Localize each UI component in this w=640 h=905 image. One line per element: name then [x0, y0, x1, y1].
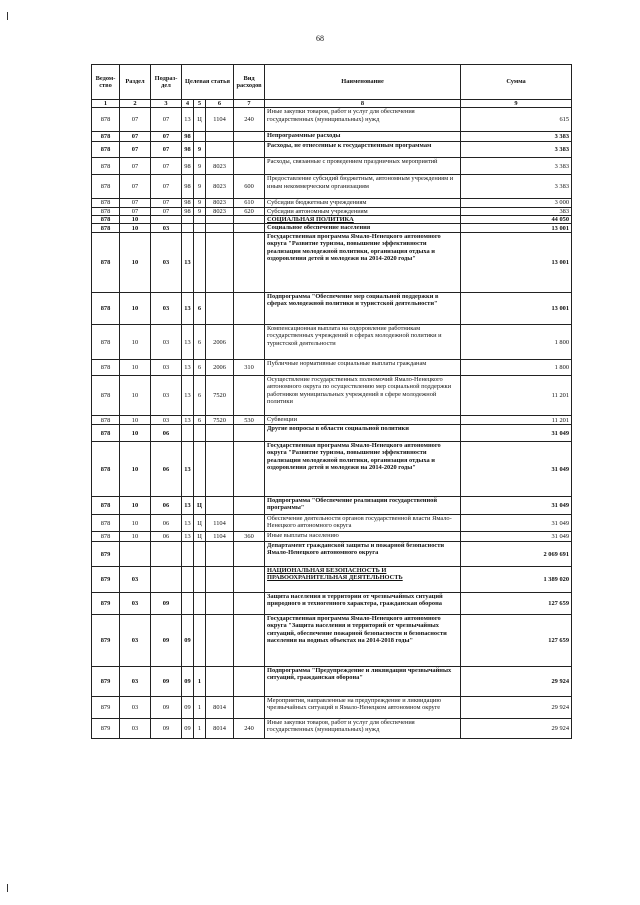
expense-type-cell — [234, 158, 265, 175]
target-code-cell: 7520 — [206, 416, 234, 425]
target-subprogram-cell: 9 — [194, 199, 206, 207]
target-subprogram-cell: 9 — [194, 142, 206, 158]
name-cell: Расходы, связанные с проведением праздничных мероприятий — [265, 158, 461, 175]
header-name: Наименование — [265, 65, 461, 100]
sum-cell: 3 383 — [461, 142, 572, 158]
target-program-cell: 13 — [182, 442, 194, 497]
vedomstvo-cell: 878 — [92, 425, 120, 442]
expense-type-cell — [234, 376, 265, 416]
column-number: 7 — [234, 100, 265, 108]
razdel-cell: 03 — [120, 593, 151, 615]
target-program-cell: 13 — [182, 108, 194, 132]
target-subprogram-cell — [194, 132, 206, 142]
name-cell: Департамент гражданской защиты и пожарной безопасности Ямало-Ненецкого автономного округа — [265, 542, 461, 567]
name-cell: Обеспечение деятельности органов государственной власти Ямало-Ненецкого автономного округа — [265, 515, 461, 532]
expense-type-cell — [234, 233, 265, 293]
sum-cell: 3 383 — [461, 158, 572, 175]
target-code-cell — [206, 667, 234, 697]
target-subprogram-cell: Ц — [194, 497, 206, 515]
expense-type-cell — [234, 325, 265, 360]
podrazdel-cell: 03 — [151, 293, 182, 325]
target-program-cell: 98 — [182, 175, 194, 199]
vedomstvo-cell: 879 — [92, 615, 120, 667]
target-subprogram-cell: 1 — [194, 667, 206, 697]
name-cell: Подпрограмма "Предупреждение и ликвидация чрезвычайных ситуаций, гражданская оборона" — [265, 667, 461, 697]
name-cell: Мероприятия, направленные на предупреждение и ликвидацию чрезвычайных ситуаций в Ямало-Ненецком автономном округе — [265, 697, 461, 719]
target-program-cell: 13 — [182, 360, 194, 376]
razdel-cell: 10 — [120, 442, 151, 497]
header-target: Целевая статья — [182, 65, 234, 100]
table-row — [92, 142, 572, 158]
target-program-cell: 13 — [182, 515, 194, 532]
sum-cell: 31 049 — [461, 425, 572, 442]
podrazdel-cell: 07 — [151, 158, 182, 175]
podrazdel-cell: 03 — [151, 224, 182, 233]
sum-cell: 11 201 — [461, 376, 572, 416]
expense-type-cell: 240 — [234, 719, 265, 739]
expense-type-cell — [234, 293, 265, 325]
sum-cell: 13 001 — [461, 233, 572, 293]
sum-cell: 1 800 — [461, 360, 572, 376]
vedomstvo-cell: 878 — [92, 175, 120, 199]
razdel-cell — [120, 542, 151, 567]
name-cell: Иные закупки товаров, работ и услуг для обеспечения государственных (муниципальных) нужд — [265, 719, 461, 739]
target-code-cell: 8023 — [206, 158, 234, 175]
expense-type-cell: 610 — [234, 199, 265, 207]
sum-cell: 127 659 — [461, 593, 572, 615]
name-cell: Субвенции — [265, 416, 461, 425]
name-cell: Социальное обеспечение населения — [265, 224, 461, 233]
name-cell: Защита населения и территории от чрезвычайных ситуаций природного и техногенного характера, гражданская оборона — [265, 593, 461, 615]
target-code-cell — [206, 293, 234, 325]
razdel-cell: 07 — [120, 142, 151, 158]
vedomstvo-cell: 878 — [92, 142, 120, 158]
sum-cell: 3 383 — [461, 175, 572, 199]
target-subprogram-cell — [194, 615, 206, 667]
table-row — [92, 542, 572, 567]
target-program-cell: 13 — [182, 293, 194, 325]
target-subprogram-cell: Ц — [194, 532, 206, 542]
page-number: 68 — [316, 34, 324, 43]
scan-margin-mark — [7, 12, 8, 20]
sum-cell: 11 201 — [461, 416, 572, 425]
column-number: 5 — [194, 100, 206, 108]
name-cell: Компенсационная выплата на оздоровление работникам государственных учреждений в сферах молодежной политики и туристской деятельности — [265, 325, 461, 360]
table-row — [92, 719, 572, 739]
name-cell: Государственная программа Ямало-Ненецкого автономного округа "Развитие туризма, повышение эффективности реализации молодежной политики, организация отдыха и оздоровления детей и молодежи на 2014-2020 годы" — [265, 442, 461, 497]
podrazdel-cell: 09 — [151, 615, 182, 667]
column-number: 2 — [120, 100, 151, 108]
razdel-cell: 07 — [120, 175, 151, 199]
table-row — [92, 132, 572, 142]
target-code-cell — [206, 425, 234, 442]
target-subprogram-cell — [194, 215, 206, 223]
name-cell: Расходы, не отнесенные к государственным программам — [265, 142, 461, 158]
podrazdel-cell: 07 — [151, 207, 182, 215]
vedomstvo-cell: 878 — [92, 325, 120, 360]
expense-type-cell — [234, 567, 265, 593]
target-subprogram-cell — [194, 593, 206, 615]
target-subprogram-cell: 1 — [194, 719, 206, 739]
podrazdel-cell — [151, 542, 182, 567]
column-number-row — [92, 100, 572, 108]
expense-type-cell: 620 — [234, 207, 265, 215]
expense-type-cell — [234, 697, 265, 719]
podrazdel-cell: 09 — [151, 667, 182, 697]
target-code-cell: 1104 — [206, 515, 234, 532]
target-code-cell — [206, 233, 234, 293]
vedomstvo-cell: 879 — [92, 667, 120, 697]
column-number: 6 — [206, 100, 234, 108]
target-subprogram-cell — [194, 224, 206, 233]
name-cell: Иные выплаты населению — [265, 532, 461, 542]
target-code-cell: 8023 — [206, 199, 234, 207]
budget-table — [91, 64, 572, 739]
target-program-cell: 09 — [182, 697, 194, 719]
name-cell: Публичные нормативные социальные выплаты гражданам — [265, 360, 461, 376]
column-number: 3 — [151, 100, 182, 108]
name-cell: СОЦИАЛЬНАЯ ПОЛИТИКА — [265, 215, 461, 223]
table-row — [92, 293, 572, 325]
expense-type-cell — [234, 132, 265, 142]
sum-cell: 29 924 — [461, 719, 572, 739]
target-subprogram-cell: 9 — [194, 175, 206, 199]
table-row — [92, 158, 572, 175]
razdel-cell: 03 — [120, 697, 151, 719]
table-row — [92, 224, 572, 233]
razdel-cell: 10 — [120, 497, 151, 515]
name-cell: Субсидии автономным учреждениям — [265, 207, 461, 215]
sum-cell: 615 — [461, 108, 572, 132]
header-vedomstvo: Ведом- ство — [92, 65, 120, 100]
table-body — [92, 108, 572, 739]
name-cell: НАЦИОНАЛЬНАЯ БЕЗОПАСНОСТЬ И ПРАВООХРАНИТЕЛЬНАЯ ДЕЯТЕЛЬНОСТЬ — [265, 567, 461, 593]
target-code-cell: 1104 — [206, 532, 234, 542]
name-cell: Непрограммные расходы — [265, 132, 461, 142]
podrazdel-cell: 03 — [151, 360, 182, 376]
razdel-cell: 10 — [120, 293, 151, 325]
target-code-cell: 2006 — [206, 360, 234, 376]
sum-cell: 13 001 — [461, 224, 572, 233]
razdel-cell: 10 — [120, 425, 151, 442]
sum-cell: 127 659 — [461, 615, 572, 667]
header-expense-type: Вид расходов — [234, 65, 265, 100]
target-program-cell: 13 — [182, 325, 194, 360]
target-program-cell: 98 — [182, 142, 194, 158]
target-subprogram-cell — [194, 233, 206, 293]
expense-type-cell — [234, 215, 265, 223]
vedomstvo-cell: 878 — [92, 360, 120, 376]
podrazdel-cell: 07 — [151, 132, 182, 142]
razdel-cell: 10 — [120, 325, 151, 360]
vedomstvo-cell: 879 — [92, 593, 120, 615]
target-code-cell — [206, 442, 234, 497]
razdel-cell: 10 — [120, 416, 151, 425]
expense-type-cell — [234, 425, 265, 442]
vedomstvo-cell: 878 — [92, 293, 120, 325]
vedomstvo-cell: 878 — [92, 224, 120, 233]
target-code-cell: 8014 — [206, 719, 234, 739]
table-row — [92, 325, 572, 360]
vedomstvo-cell: 878 — [92, 207, 120, 215]
target-program-cell: 13 — [182, 233, 194, 293]
target-program-cell — [182, 215, 194, 223]
vedomstvo-cell: 878 — [92, 199, 120, 207]
target-code-cell: 1104 — [206, 108, 234, 132]
name-cell: Другие вопросы в области социальной политики — [265, 425, 461, 442]
podrazdel-cell: 03 — [151, 233, 182, 293]
target-subprogram-cell: 1 — [194, 697, 206, 719]
column-number: 8 — [265, 100, 461, 108]
vedomstvo-cell: 878 — [92, 497, 120, 515]
vedomstvo-cell: 878 — [92, 233, 120, 293]
target-program-cell — [182, 593, 194, 615]
target-program-cell: 09 — [182, 719, 194, 739]
target-program-cell — [182, 224, 194, 233]
expense-type-cell — [234, 224, 265, 233]
podrazdel-cell: 09 — [151, 719, 182, 739]
table-row — [92, 532, 572, 542]
target-program-cell: 13 — [182, 376, 194, 416]
podrazdel-cell: 03 — [151, 325, 182, 360]
target-code-cell: 8014 — [206, 697, 234, 719]
target-program-cell — [182, 567, 194, 593]
target-program-cell: 13 — [182, 532, 194, 542]
razdel-cell: 10 — [120, 360, 151, 376]
target-program-cell: 98 — [182, 207, 194, 215]
razdel-cell: 07 — [120, 158, 151, 175]
expense-type-cell — [234, 542, 265, 567]
podrazdel-cell: 03 — [151, 416, 182, 425]
expense-type-cell: 360 — [234, 532, 265, 542]
name-cell: Субсидии бюджетным учреждениям — [265, 199, 461, 207]
target-subprogram-cell: 9 — [194, 158, 206, 175]
target-subprogram-cell: 6 — [194, 376, 206, 416]
target-code-cell: 8023 — [206, 175, 234, 199]
header-sum: Сумма — [461, 65, 572, 100]
target-program-cell — [182, 425, 194, 442]
sum-cell: 1 389 020 — [461, 567, 572, 593]
target-code-cell — [206, 132, 234, 142]
target-subprogram-cell — [194, 442, 206, 497]
table-row — [92, 199, 572, 207]
table-row — [92, 497, 572, 515]
razdel-cell: 10 — [120, 233, 151, 293]
razdel-cell: 03 — [120, 567, 151, 593]
podrazdel-cell: 03 — [151, 376, 182, 416]
table-row — [92, 108, 572, 132]
podrazdel-cell: 06 — [151, 532, 182, 542]
target-code-cell: 2006 — [206, 325, 234, 360]
vedomstvo-cell: 878 — [92, 132, 120, 142]
sum-cell: 29 924 — [461, 697, 572, 719]
target-subprogram-cell — [194, 567, 206, 593]
name-cell: Подпрограмма "Обеспечение реализации государственной программы" — [265, 497, 461, 515]
expense-type-cell — [234, 142, 265, 158]
header-row — [92, 65, 572, 100]
razdel-cell: 07 — [120, 207, 151, 215]
target-subprogram-cell — [194, 542, 206, 567]
vedomstvo-cell: 878 — [92, 532, 120, 542]
table-row — [92, 233, 572, 293]
expense-type-cell — [234, 442, 265, 497]
podrazdel-cell: 06 — [151, 425, 182, 442]
column-number: 4 — [182, 100, 194, 108]
target-subprogram-cell: 6 — [194, 416, 206, 425]
podrazdel-cell: 09 — [151, 593, 182, 615]
target-subprogram-cell: 6 — [194, 293, 206, 325]
target-code-cell — [206, 215, 234, 223]
table-row — [92, 175, 572, 199]
sum-cell: 31 049 — [461, 497, 572, 515]
vedomstvo-cell: 878 — [92, 416, 120, 425]
header-podrazdel: Подраз- дел — [151, 65, 182, 100]
target-subprogram-cell: 9 — [194, 207, 206, 215]
table-row — [92, 360, 572, 376]
target-program-cell: 98 — [182, 199, 194, 207]
target-code-cell: 8023 — [206, 207, 234, 215]
expense-type-cell — [234, 497, 265, 515]
name-cell: Государственная программа Ямало-Ненецкого автономного округа "Развитие туризма, повышение эффективности реализации молодежной политики, организация отдыха и оздоровления детей и молодежи на 2014-2020 годы" — [265, 233, 461, 293]
table-row — [92, 567, 572, 593]
expense-type-cell: 310 — [234, 360, 265, 376]
sum-cell: 31 049 — [461, 442, 572, 497]
sum-cell: 2 069 691 — [461, 542, 572, 567]
target-program-cell: 09 — [182, 615, 194, 667]
target-program-cell: 13 — [182, 416, 194, 425]
podrazdel-cell: 07 — [151, 199, 182, 207]
table-row — [92, 515, 572, 532]
name-cell: Иные закупки товаров, работ и услуг для обеспечения государственных (муниципальных) нужд — [265, 108, 461, 132]
name-cell: Государственная программа Ямало-Ненецкого автономного округа "Защита населения и территорий от чрезвычайных ситуаций, обеспечение пожарной безопасности и безопасности населения на водных объектах на 2014-2018 годы" — [265, 615, 461, 667]
expense-type-cell — [234, 515, 265, 532]
razdel-cell: 07 — [120, 108, 151, 132]
sum-cell: 1 800 — [461, 325, 572, 360]
sum-cell: 31 049 — [461, 532, 572, 542]
target-code-cell: 7520 — [206, 376, 234, 416]
target-subprogram-cell: 6 — [194, 325, 206, 360]
target-program-cell: 98 — [182, 158, 194, 175]
razdel-cell: 10 — [120, 532, 151, 542]
target-code-cell — [206, 224, 234, 233]
target-subprogram-cell — [194, 425, 206, 442]
vedomstvo-cell: 878 — [92, 108, 120, 132]
razdel-cell: 10 — [120, 224, 151, 233]
table-row — [92, 697, 572, 719]
vedomstvo-cell: 878 — [92, 515, 120, 532]
target-subprogram-cell: Ц — [194, 108, 206, 132]
sum-cell: 383 — [461, 207, 572, 215]
name-cell: Предоставление субсидий бюджетным, автономным учреждениям и иным некоммерческим организациям — [265, 175, 461, 199]
vedomstvo-cell: 878 — [92, 442, 120, 497]
podrazdel-cell: 06 — [151, 442, 182, 497]
target-code-cell — [206, 497, 234, 515]
target-code-cell — [206, 593, 234, 615]
header-razdel: Раздел — [120, 65, 151, 100]
expense-type-cell: 600 — [234, 175, 265, 199]
sum-cell: 44 050 — [461, 215, 572, 223]
table-row — [92, 593, 572, 615]
podrazdel-cell: 06 — [151, 497, 182, 515]
razdel-cell: 03 — [120, 719, 151, 739]
sum-cell: 3 000 — [461, 199, 572, 207]
razdel-cell: 07 — [120, 132, 151, 142]
razdel-cell: 03 — [120, 615, 151, 667]
podrazdel-cell: 09 — [151, 697, 182, 719]
table-row — [92, 215, 572, 223]
target-code-cell — [206, 142, 234, 158]
name-cell: Подпрограмма "Обеспечение мер социальной поддержки в сферах молодежной политики и туристской деятельности" — [265, 293, 461, 325]
razdel-cell: 10 — [120, 215, 151, 223]
podrazdel-cell: 07 — [151, 175, 182, 199]
podrazdel-cell: 07 — [151, 142, 182, 158]
target-subprogram-cell: Ц — [194, 515, 206, 532]
podrazdel-cell: 06 — [151, 515, 182, 532]
vedomstvo-cell: 878 — [92, 158, 120, 175]
table-row — [92, 416, 572, 425]
name-cell: Осуществление государственных полномочий Ямало-Ненецкого автономного округа по осуществлению мер социальной поддержки работников муниципальных учреждений в сфере молодежной политики — [265, 376, 461, 416]
expense-type-cell — [234, 667, 265, 697]
vedomstvo-cell: 879 — [92, 567, 120, 593]
column-number: 9 — [461, 100, 572, 108]
target-program-cell: 98 — [182, 132, 194, 142]
table-row — [92, 376, 572, 416]
expense-type-cell — [234, 593, 265, 615]
target-code-cell — [206, 567, 234, 593]
target-code-cell — [206, 615, 234, 667]
target-subprogram-cell: 6 — [194, 360, 206, 376]
table-row — [92, 442, 572, 497]
scan-margin-mark — [7, 884, 8, 892]
podrazdel-cell — [151, 567, 182, 593]
podrazdel-cell — [151, 215, 182, 223]
target-program-cell: 09 — [182, 667, 194, 697]
vedomstvo-cell: 879 — [92, 697, 120, 719]
table-row — [92, 207, 572, 215]
sum-cell: 3 383 — [461, 132, 572, 142]
expense-type-cell: 530 — [234, 416, 265, 425]
table-row — [92, 425, 572, 442]
vedomstvo-cell: 879 — [92, 542, 120, 567]
table-row — [92, 667, 572, 697]
sum-cell: 31 049 — [461, 515, 572, 532]
target-program-cell — [182, 542, 194, 567]
target-code-cell — [206, 542, 234, 567]
expense-type-cell: 240 — [234, 108, 265, 132]
sum-cell: 29 924 — [461, 667, 572, 697]
vedomstvo-cell: 878 — [92, 215, 120, 223]
razdel-cell: 10 — [120, 515, 151, 532]
razdel-cell: 03 — [120, 667, 151, 697]
vedomstvo-cell: 878 — [92, 376, 120, 416]
column-number: 1 — [92, 100, 120, 108]
sum-cell: 13 001 — [461, 293, 572, 325]
razdel-cell: 10 — [120, 376, 151, 416]
table-row — [92, 615, 572, 667]
podrazdel-cell: 07 — [151, 108, 182, 132]
razdel-cell: 07 — [120, 199, 151, 207]
expense-type-cell — [234, 615, 265, 667]
vedomstvo-cell: 879 — [92, 719, 120, 739]
target-program-cell: 13 — [182, 497, 194, 515]
